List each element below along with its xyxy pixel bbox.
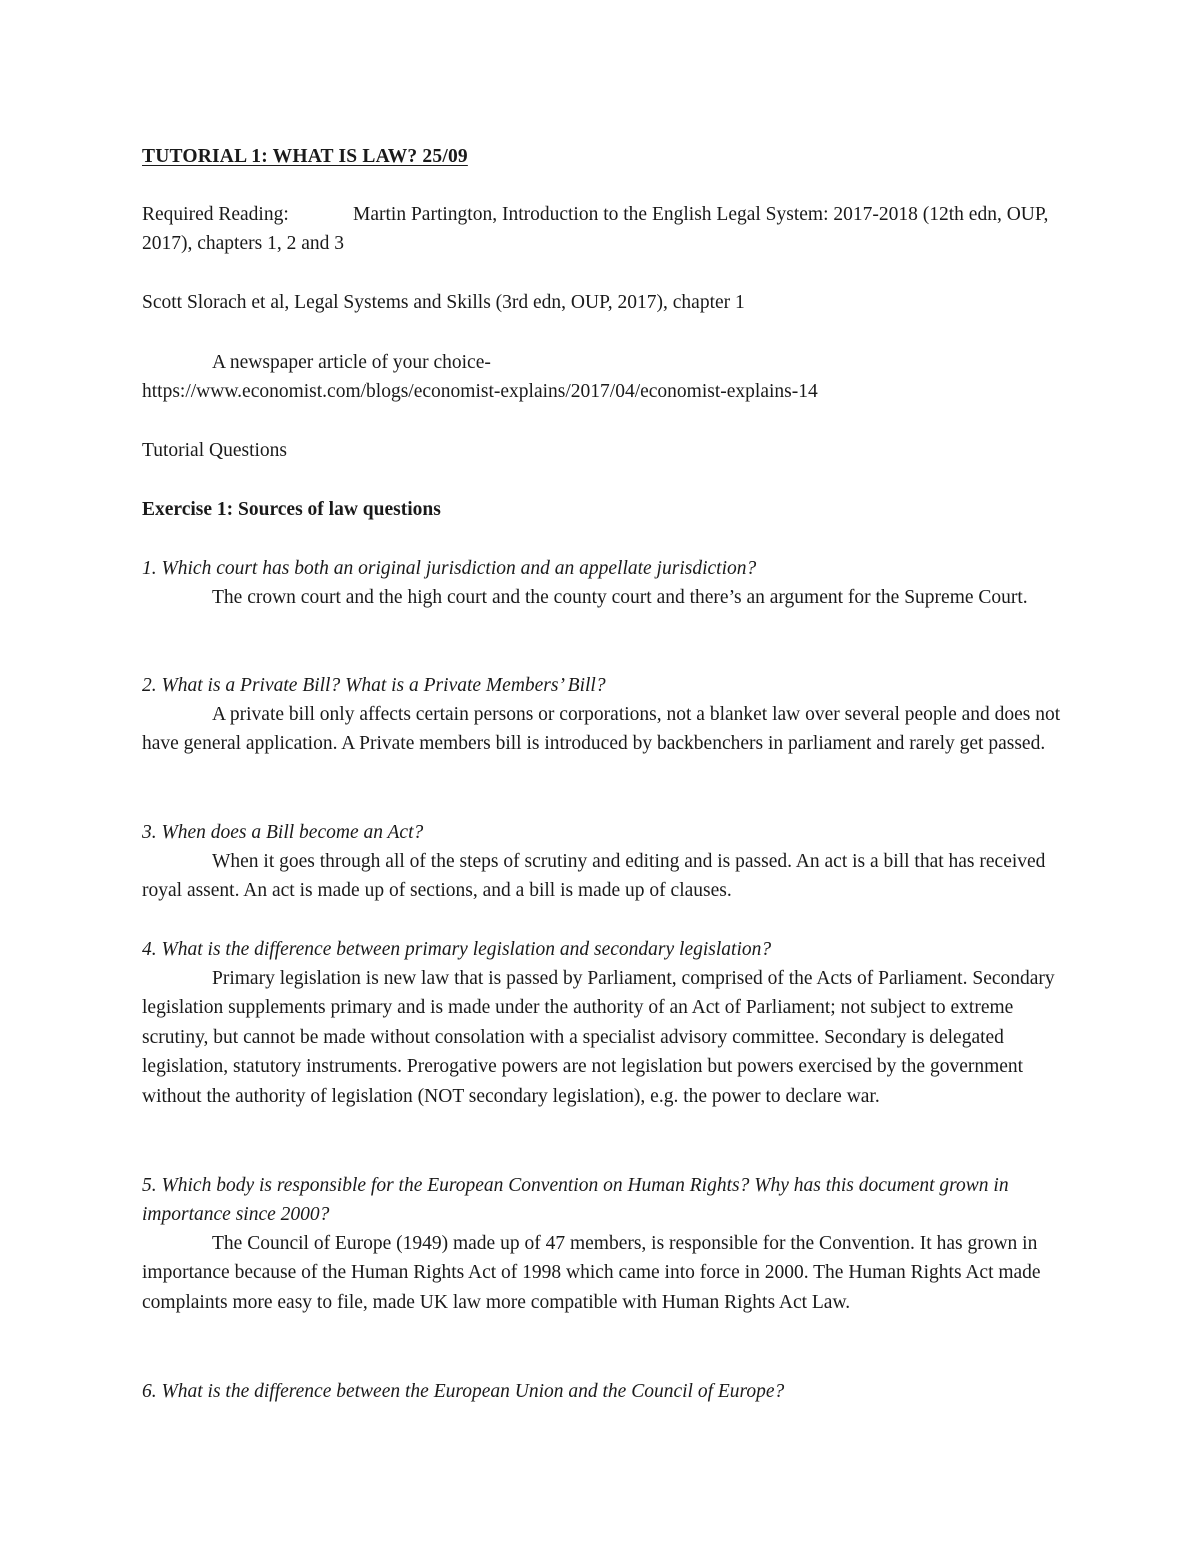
partington-reference: Martin Partington, Introduction to the English Legal System: 2017-2018 (12th edn, OUP, 2017), chapters 1, 2 and 3 [142, 204, 1049, 255]
page-title: TUTORIAL 1: WHAT IS LAW? 25/09 [142, 146, 468, 167]
exercise-heading: Exercise 1: Sources of law questions [142, 499, 441, 520]
answer-3: When it goes through all of the steps of scrutiny and editing and is passed. An act is a bill that has received royal assent. An act is made up of sections, and a bill is made up of clauses. [142, 851, 1046, 902]
question-5: 5. Which body is responsible for the European Convention on Human Rights? Why has this document grown in importance since 2000? [142, 1175, 1009, 1226]
question-4: 4. What is the difference between primary legislation and secondary legislation? [142, 939, 772, 960]
slorach-reference: Scott Slorach et al, Legal Systems and Skills (3rd edn, OUP, 2017), chapter 1 [142, 292, 745, 313]
required-reading-partington [142, 200, 1062, 259]
required-reading-label: Required Reading: [142, 204, 289, 225]
answer-5: The Council of Europe (1949) made up of 47 members, is responsible for the Convention. It has grown in importance because of the Human Rights Act of 1998 which came into force in 2000. The Human Rights Act made complaints more easy to file, made UK law more compatible with Human Rights Act Law. [142, 1233, 1041, 1313]
newspaper-reference: A newspaper article of your choice- [212, 352, 491, 373]
economist-url[interactable]: https://www.economist.com/blogs/economist-explains/2017/04/economist-explains-14 [142, 381, 818, 402]
question-2: 2. What is a Private Bill? What is a Private Members’ Bill? [142, 675, 606, 696]
answer-2: A private bill only affects certain persons or corporations, not a blanket law over several people and does not have general application. A Private members bill is introduced by backbenchers in parliament and rarely get passed. [142, 704, 1061, 755]
answer-4: Primary legislation is new law that is passed by Parliament, comprised of the Acts of Parliament. Secondary legislation supplements primary and is made under the authority of an Act of Parliament; not subject to extreme scrutiny, but cannot be made without consolation with a specialist advisory committee. Secondary is delegated legislation, statutory instruments. Prerogative powers are not legislation but powers exercised by the government without the authority of legislation (NOT secondary legislation), e.g. the power to declare war. [142, 968, 1055, 1107]
question-1: 1. Which court has both an original jurisdiction and an appellate jurisdiction? [142, 558, 757, 579]
question-6: 6. What is the difference between the European Union and the Council of Europe? [142, 1381, 785, 1402]
question-3: 3. When does a Bill become an Act? [142, 822, 424, 843]
answer-1: The crown court and the high court and the county court and there’s an argument for the Supreme Court. [212, 587, 1028, 608]
tutorial-questions-label: Tutorial Questions [142, 440, 288, 461]
